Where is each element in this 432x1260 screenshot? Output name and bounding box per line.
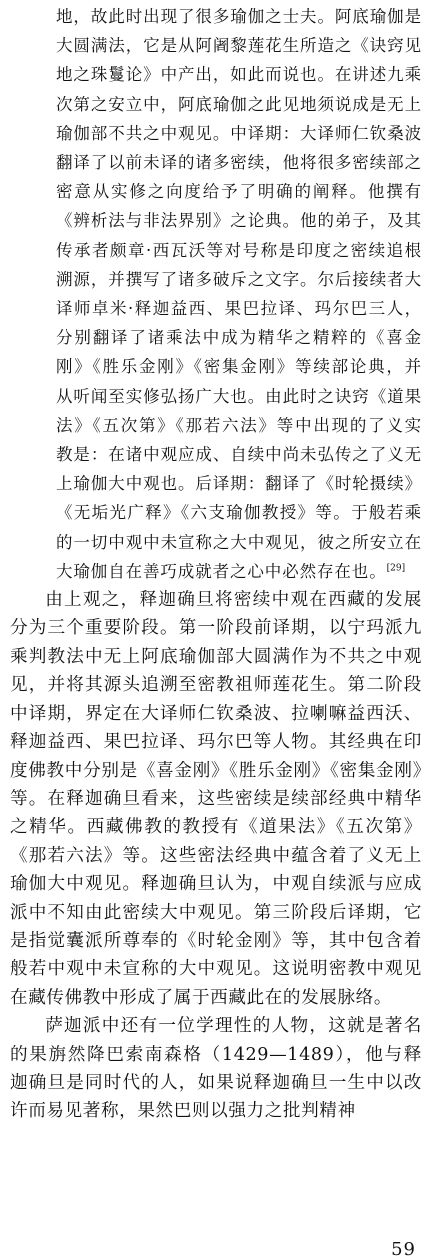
body-paragraph: 由上观之，释迦确旦将密续中观在西藏的发展分为三个重要阶段。第一阶段前译期，以宁玛派九乘判教法中无上阿底瑜伽部大圆满作为不共之中观见，并将其源头追溯至密教祖师莲花生。第二阶段中译期，界定在大译师仁钦桑波、拉喇嘛益西沃、释迦益西、果巴拉译、玛尔巴等人物。其经典在印度佛教中分别是《喜金刚》《胜乐金刚》《密集金刚》等。在释迦确旦看来，这些密续是续部经典中精华之精华。西藏佛教的教授有《道果法》《五次第》《那若六法》等。这些密法经典中蕴含着了义无上瑜伽大中观见。释迦确旦认为，中观自续派与应成派中不知由此密续大中观见。第三阶段后译期，它是指觉囊派所尊奉的《时轮金刚》等，其中包含着般若中观中未宣称的大中观见。这说明密教中观见在藏传佛教中形成了属于西藏此在的发展脉络。 [10, 590, 422, 1008]
body-paragraph: 萨迦派中还有一位学理性的人物，这就是著名的果旃然降巴索南森格（1429—1489），他与释迦确旦是同时代的人，如果说释迦确旦一生中以改许而易见著称，果然巴则以强力之批判精神 [10, 1016, 422, 1122]
citation-marker: [29] [386, 563, 406, 574]
block-quote-text: 地，故此时出现了很多瑜伽之士夫。阿底瑜伽是大圆满法，它是从阿阇黎莲花生所造之《诀窍见地之珠鬘论》中产出，如此而说也。在讲述九乘次第之安立中，阿底瑜伽之此见地须说成是无上瑜伽部不共之中观见。中译期：大译师仁钦桑波翻译了以前未译的诸多密续，他将很多密续部之密意从实修之向度给予了明确的阐释。他撰有《辨析法与非法界别》之论典。他的弟子，及其传承者颇章·西瓦沃等对号称是印度之密续追根溯源，并撰写了诸多破斥之文字。尔后接续者大译师卓米·释迦益西、果巴拉译、玛尔巴三人，分别翻译了诸乘法中成为精华之精粹的《喜金刚》《胜乐金刚》《密集金刚》等续部论典，并从听闻至实修弘扬广大也。由此时之诀窍《道果法》《五次第》《那若六法》等中出现的了义实教是：在诸中观应成、自续中尚未弘传之了义无上瑜伽大中观也。后译期：翻译了《时轮摄续》《无垢光广释》《六支瑜伽教授》等。于般若乘的一切中观中未宣称之大中观见，彼之所安立在大瑜伽自在善巧成就者之心中必然存在也。 [56, 7, 422, 581]
block-quote [10, 2, 422, 586]
page-number: 59 [391, 1239, 416, 1260]
